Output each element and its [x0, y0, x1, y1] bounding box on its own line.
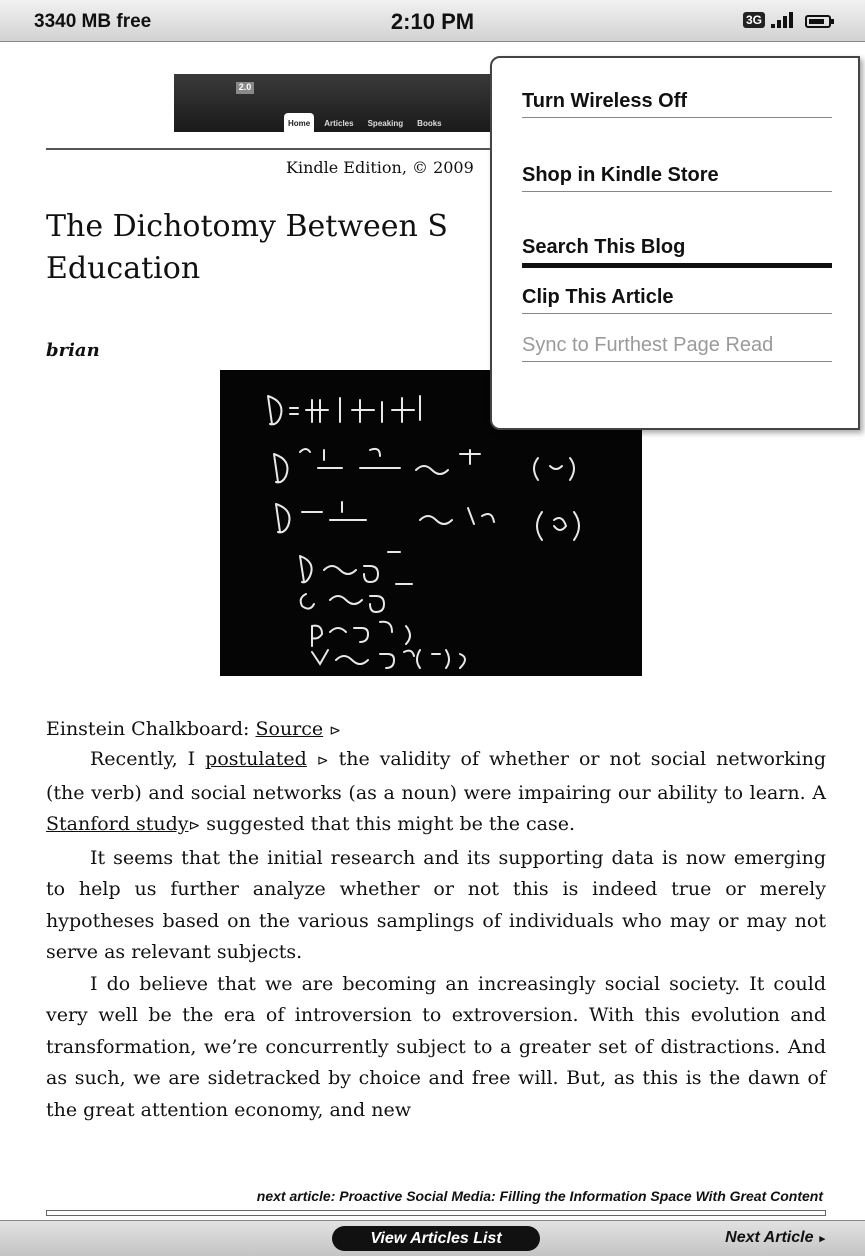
reading-progress-bar	[46, 1210, 826, 1216]
banner-nav	[284, 113, 446, 132]
menu-item-search-this-blog[interactable]: Search This Blog	[522, 236, 832, 268]
banner-nav-speaking: Speaking	[367, 119, 404, 128]
blog-banner	[174, 74, 534, 132]
paragraph-1	[46, 744, 826, 843]
header-divider	[46, 148, 546, 150]
options-menu	[490, 56, 860, 430]
menu-item-shop-kindle-store[interactable]: Shop in Kindle Store	[522, 164, 832, 192]
source-link[interactable]: Source	[255, 718, 324, 740]
article-title-line-1: The Dichotomy Between S	[46, 209, 448, 244]
next-article-button[interactable]	[725, 1229, 825, 1247]
article-body	[46, 744, 826, 1126]
status-indicators	[743, 10, 831, 28]
banner-nav-home: Home	[284, 113, 314, 132]
menu-item-clip-this-article[interactable]: Clip This Article	[522, 286, 832, 314]
paragraph-2: It seems that the initial research and its supporting data is now emerging to help us further analyze whether or not this is indeed true or merely hypotheses based on the various samplings of individuals who may or may not serve as relevant subjects.	[46, 846, 826, 963]
external-link-icon: ⊳	[188, 818, 201, 834]
banner-nav-books: Books	[417, 119, 442, 128]
chevron-right-icon: ▸	[819, 1233, 825, 1245]
article-author: brian	[46, 340, 100, 361]
external-link-icon: ⊳	[329, 723, 341, 739]
stanford-study-link[interactable]: Stanford study	[46, 813, 189, 835]
banner-nav-articles: Articles	[324, 119, 354, 128]
caption-prefix: Einstein Chalkboard:	[46, 718, 256, 740]
next-article-preview[interactable]: next article: Proactive Social Media: Filling the Information Space With Great Content	[256, 1188, 823, 1204]
article-title	[46, 206, 526, 290]
menu-item-sync-furthest-page: Sync to Furthest Page Read	[522, 334, 832, 362]
blog-logo: 2.0	[236, 82, 254, 94]
menu-item-turn-wireless-off[interactable]: Turn Wireless Off	[522, 90, 832, 118]
external-link-icon: ⊳	[316, 753, 329, 769]
postulated-link[interactable]: postulated	[205, 748, 307, 770]
status-bar	[0, 0, 865, 42]
paragraph-1-text-b: the validity of whether or not social networking (the verb) and social networks (as a noun) were impairing our ability to learn. A	[46, 748, 826, 804]
network-type-badge: 3G	[743, 12, 765, 28]
clock: 2:10 PM	[390, 9, 475, 34]
battery-icon	[805, 15, 831, 28]
edition-note: Kindle Edition, © 2009	[286, 158, 474, 177]
storage-free: 3340 MB free	[34, 11, 152, 32]
paragraph-1-text-c: suggested that this might be the case.	[200, 813, 576, 835]
bottom-toolbar	[0, 1220, 865, 1256]
next-article-label: Next Article	[725, 1229, 814, 1246]
article-title-line-2: Education	[46, 251, 201, 286]
view-articles-list-button[interactable]: View Articles List	[332, 1226, 540, 1251]
paragraph-1-text-a: Recently, I	[90, 748, 206, 770]
paragraph-3: I do believe that we are becoming an increasingly social society. It could very well be the era of introversion to extroversion. With this evolution and transformation, we’re concurrently subject to a greater set of distractions. And as such, we are sidetracked by choice and free will. But, as this is the dawn of the great attention economy, and new	[46, 972, 826, 1121]
signal-bars-icon	[771, 10, 793, 28]
image-caption	[46, 718, 341, 740]
